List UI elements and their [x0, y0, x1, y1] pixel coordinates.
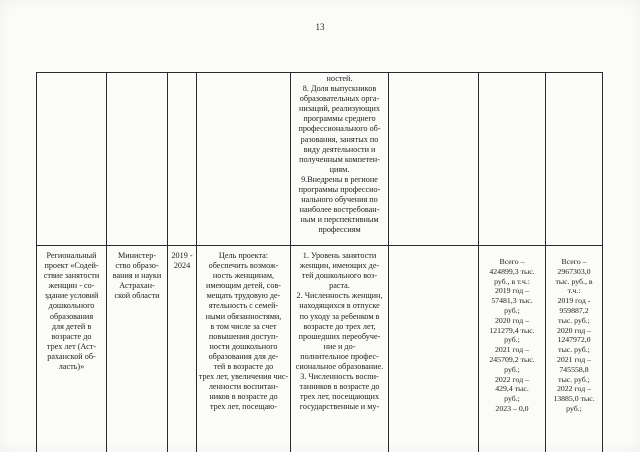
project-goal-cell: Цель проекта: обеспечить возмож- ность женщинам, имеющим детей, сов- мещать трудовую де- ятельность с семей- ными обязанностями, в том числе за счет повышения доступ- ности дошкольного образования для де- тей в возрасте до трех лет, увеличения чис- ленности воспитан- ников в возрасте до трех лет, посещаю-: [198, 251, 289, 412]
page-number: 13: [315, 22, 325, 32]
period-cell: 2019 - 2024: [171, 251, 193, 271]
executor-cell: Министер- ство образо- вания и науки Астрахан- ской области: [112, 251, 162, 301]
funding-cell-total: Всего – 2967303,0 тыс. руб., в т.ч.: 2019 год - 959887,2 тыс. руб.; 2020 год – 1247972,0 тыс. руб.; 2021 год – 745558,8 тыс. руб.; 2022 год – 13885,0 тыс. руб.;: [553, 257, 595, 413]
project-name-cell: Региональный проект «Содей- ствие занятости женщин - со- здание условий дошкольного образования для детей в возрасте до трех лет (Аст- раханской об- ласть)»: [43, 251, 100, 372]
table-top-border: [36, 72, 602, 73]
row-divider: [36, 245, 602, 246]
column-border: [388, 72, 389, 452]
indicators-continued-cell: ностей. 8. Доля выпускников образовательных орга- низаций, реализующих программы среднего профессионального об- разования, занятых по виду деятельности и полученным компетен- циям. 9.Внедрены в регионе программы профессио- нального обучения по наиболее востребован- ным и перспективным профессиям: [298, 74, 381, 235]
project-indicators-cell: 1. Уровень занятости женщин, имеющих де- тей дошкольного воз- раста. 2. Численность женщин, находящихся в отпуске по уходу за ребенком в возрасте до трех лет, прошедших переобуче- ние и до- полнительное профес- сиональное образование. 3. Численность воспи- танников в возрасте до трех лет, посещающих государственные и му-: [295, 251, 384, 412]
funding-cell-regional: Всего – 424899,3 тыс. руб., в т.ч.: 2019 год – 57481,3 тыс. руб.; 2020 год – 121279,4 тыс. руб.; 2021 год – 245709,2 тыс. руб.; 2022 год – 429,4 тыс. руб.; 2023 – 0,0: [489, 257, 535, 413]
column-border: [602, 72, 603, 452]
